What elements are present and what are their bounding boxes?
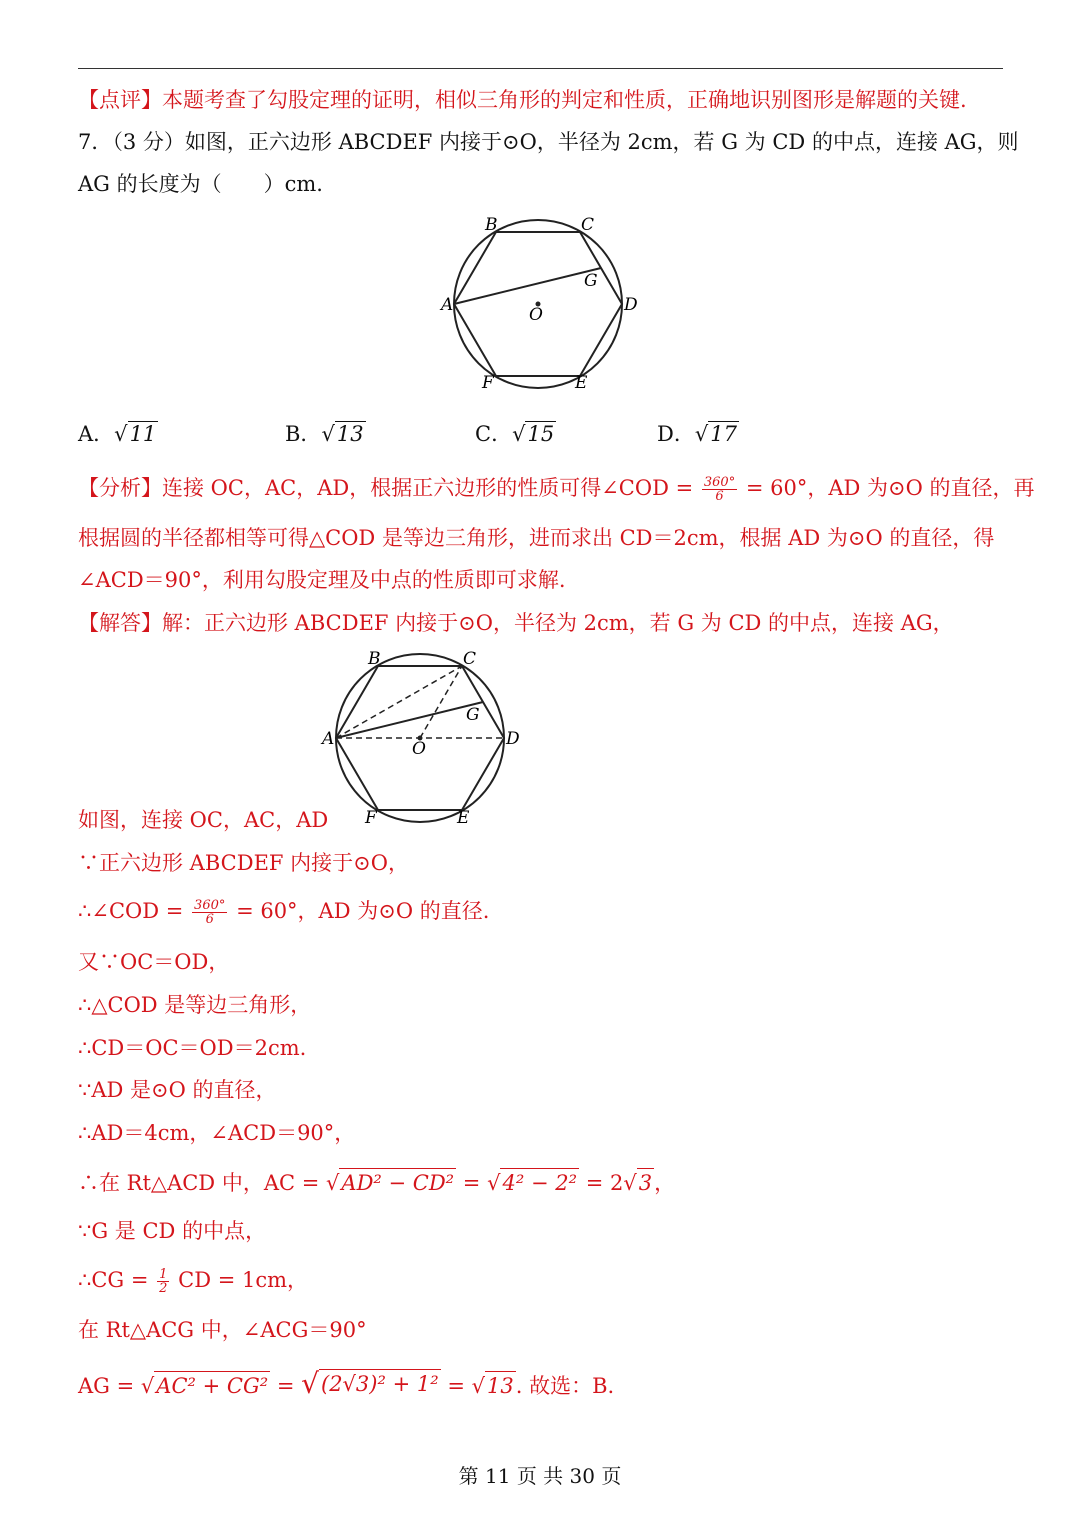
analysis-line-3: ∠ACD＝90°，利用勾股定理及中点的性质即可求解. xyxy=(78,568,566,592)
label-g: G xyxy=(584,271,598,291)
label-e-2: E xyxy=(457,808,470,828)
hexagon-figure-1 xyxy=(438,212,650,394)
solution-step-10: ∵G 是 CD 的中点， xyxy=(78,1219,267,1243)
label-b-2: B xyxy=(368,649,381,669)
label-o-2: O xyxy=(412,739,426,759)
solution-step-4: 又∵OC＝OD， xyxy=(78,950,230,974)
label-a-2: A xyxy=(322,729,335,749)
label-f: F xyxy=(482,373,494,393)
solution-step-5: ∴△COD 是等边三角形， xyxy=(78,993,312,1017)
label-a: A xyxy=(441,295,454,315)
label-g-2: G xyxy=(466,705,480,725)
choice-b: B． √ 13 xyxy=(285,422,364,446)
choice-d: D． √ 17 xyxy=(657,422,737,446)
page-footer: 第 11 页 共 30 页 xyxy=(458,1464,622,1488)
hexagon-figure-2 xyxy=(318,646,528,830)
solution-step-8: ∴AD＝4cm，∠ACD＝90°， xyxy=(78,1121,356,1145)
solution-step-11: ∴CG = $\frac{1}{2}$ CD = 1cm， xyxy=(78,1267,309,1296)
question-line-2: AG 的长度为（ ）cm. xyxy=(78,172,323,196)
solution-step-2: ∵正六边形 ABCDEF 内接于⊙O， xyxy=(78,851,409,875)
label-o: O xyxy=(529,305,543,325)
label-d-2: D xyxy=(506,729,520,749)
analysis-line-1: 【分析】连接 OC，AC，AD，根据正六边形的性质可得∠COD = $\frac{360^\circ}{6}$ = 60°，AD 为⊙O 的直径，再 xyxy=(78,475,1035,504)
choice-c: C． √ 15 xyxy=(475,422,555,446)
header-rule xyxy=(78,68,1003,69)
choice-a: A． √ 11 xyxy=(78,422,157,446)
label-b: B xyxy=(485,215,498,235)
solution-step-13: AG = √ AC² + CG² = √ (2√3)² + 1² = √ 13 . 故选：B. xyxy=(78,1367,615,1400)
label-d: D xyxy=(624,295,638,315)
label-c: C xyxy=(581,215,595,235)
solution-step-1: 如图，连接 OC，AC，AD xyxy=(78,808,329,832)
analysis-line-2: 根据圆的半径都相等可得△COD 是等边三角形，进而求出 CD＝2cm，根据 AD 为⊙O 的直径，得 xyxy=(78,526,995,550)
solution-step-12: 在 Rt△ACG 中，∠ACG＝90° xyxy=(78,1318,367,1342)
label-f-2: F xyxy=(365,808,377,828)
solution-step-3: ∴∠COD = $\frac{360^\circ}{6}$ = 60°，AD 为⊙O 的直径. xyxy=(78,898,490,927)
solution-step-7: ∵AD 是⊙O 的直径， xyxy=(78,1078,277,1102)
solution-step-6: ∴CD＝OC＝OD＝2cm. xyxy=(78,1036,307,1060)
label-e: E xyxy=(575,373,588,393)
solution-intro: 【解答】解：正六边形 ABCDEF 内接于⊙O，半径为 2cm，若 G 为 CD 的中点，连接 AG， xyxy=(78,611,954,635)
question-line-1: 7．（3 分）如图，正六边形 ABCDEF 内接于⊙O，半径为 2cm，若 G 为 CD 的中点，连接 AG，则 xyxy=(78,130,1019,154)
label-c-2: C xyxy=(463,649,477,669)
review-text: 【点评】本题考查了勾股定理的证明，相似三角形的判定和性质，正确地识别图形是解题的关键. xyxy=(78,88,967,112)
solution-step-9: ∴在 Rt△ACD 中，AC = √ AD² − CD² = √ 4² − 2² = 2 √ 3 ， xyxy=(78,1168,675,1197)
